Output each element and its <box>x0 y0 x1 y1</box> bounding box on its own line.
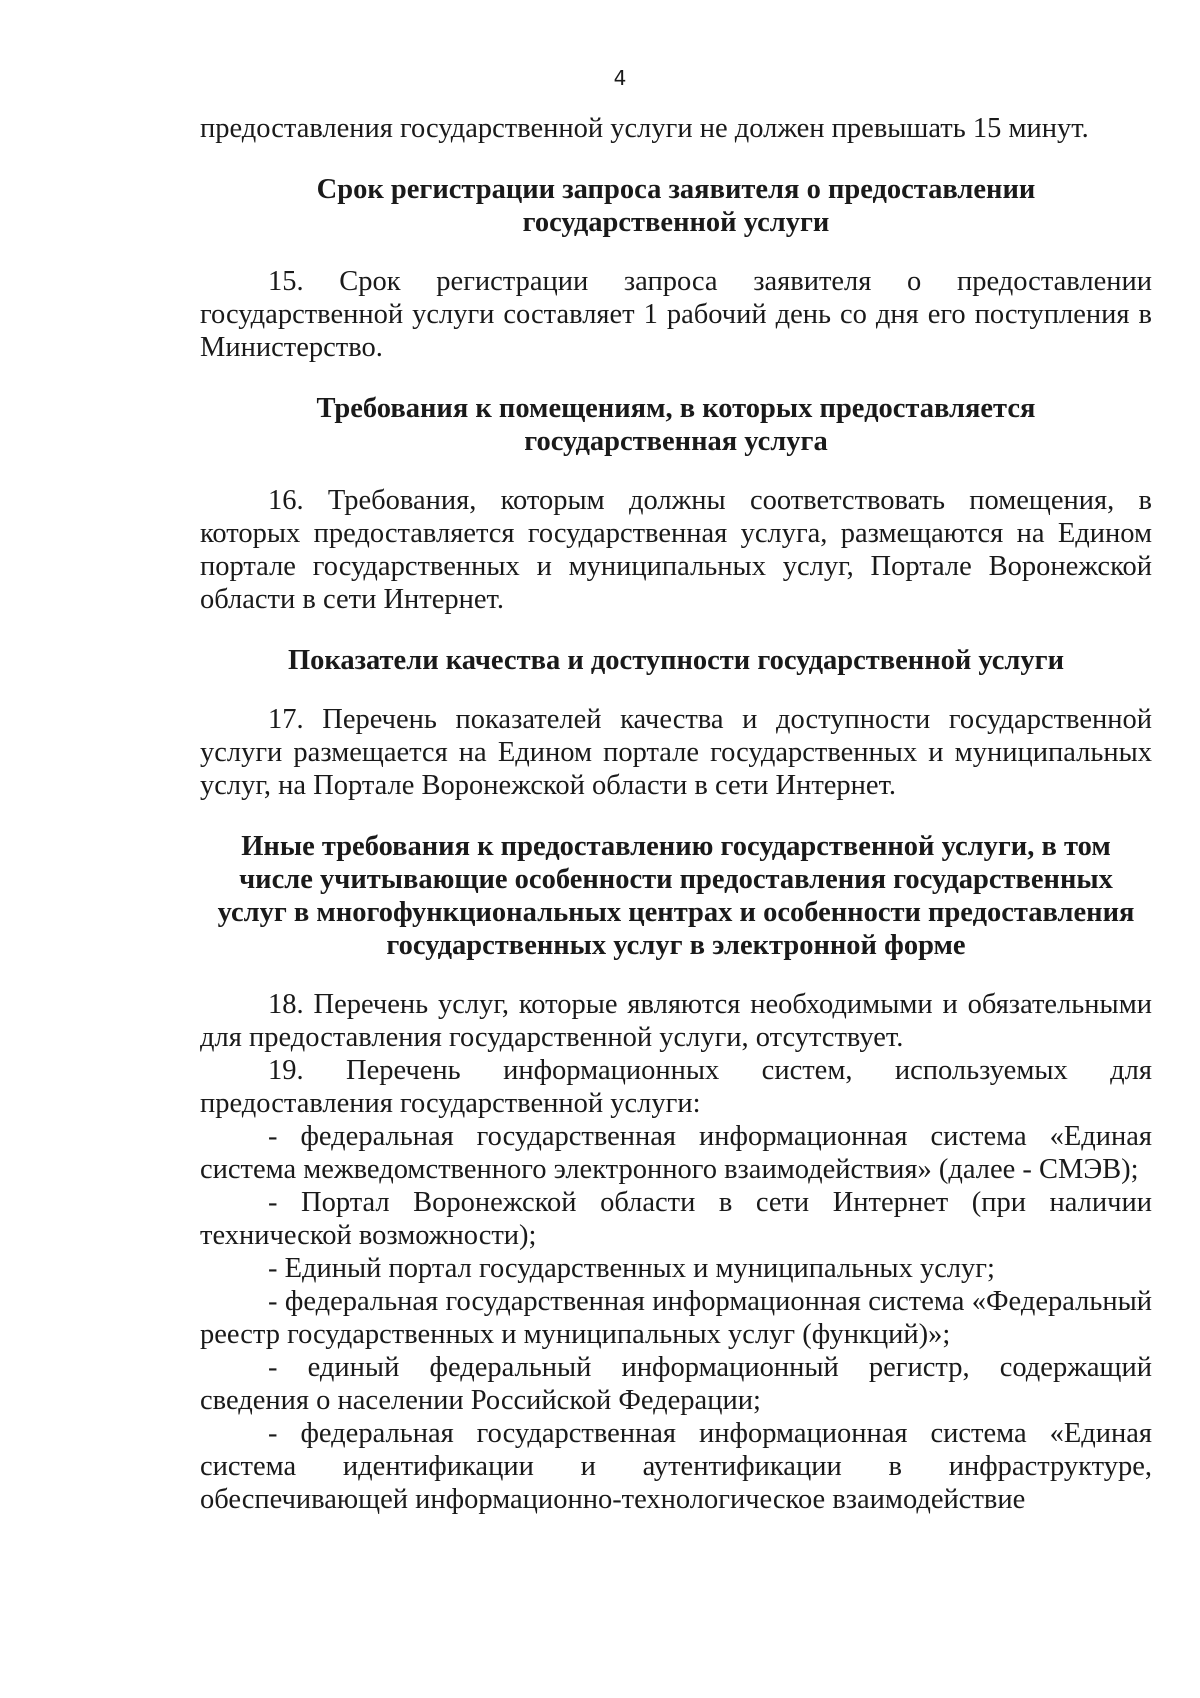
page-number: 4 <box>613 66 627 90</box>
list-item: - федеральная государственная информационная система «Единая система идентификации и аутентификации в инфраструктуре, обеспечивающей информационно-технологическое взаимодействие <box>200 1418 1152 1515</box>
intro-paragraph: предоставления государственной услуги не должен превышать 15 минут. <box>200 113 1089 144</box>
paragraph-18: 18. Перечень услуг, которые являются необходимыми и обязательными для предоставления государственной услуги, отсутствует. <box>200 989 1152 1053</box>
document-body <box>200 112 1152 1516</box>
paragraph-16: 16. Требования, которым должны соответствовать помещения, в которых предоставляется государственная услуга, размещаются на Едином портале государственных и муниципальных услуг, Портале Воронежской области в сети Интернет. <box>200 485 1152 615</box>
list-item: - Единый портал государственных и муниципальных услуг; <box>268 1253 995 1284</box>
paragraph-19: 19. Перечень информационных систем, используемых для предоставления государственной услуги: <box>200 1055 1152 1119</box>
paragraph-17: 17. Перечень показателей качества и доступности государственной услуги размещается на Едином портале государственных и муниципальных услуг, на Портале Воронежской области в сети Интернет. <box>200 704 1152 801</box>
list-item: - федеральная государственная информационная система «Федеральный реестр государственных и муниципальных услуг (функций)»; <box>200 1286 1152 1350</box>
heading-line: Срок регистрации запроса заявителя о предоставлении <box>316 174 1036 205</box>
heading-line: числе учитывающие особенности предоставления государственных <box>239 864 1113 895</box>
heading-line: Показатели качества и доступности государственной услуги <box>287 645 1065 676</box>
heading-other-requirements <box>200 830 1152 962</box>
heading-line: услуг в многофункциональных центрах и особенности предоставления <box>217 897 1135 928</box>
heading-line: государственная услуга <box>524 426 828 457</box>
list-item: - федеральная государственная информационная система «Единая система межведомственного электронного взаимодействия» (далее - СМЭВ); <box>200 1121 1152 1185</box>
heading-line: государственной услуги <box>522 207 830 238</box>
heading-request-registration <box>200 173 1152 239</box>
list-item: - Портал Воронежской области в сети Интернет (при наличии технической возможности); <box>200 1187 1152 1251</box>
heading-line: государственных услуг в электронной форме <box>386 930 966 961</box>
heading-line: Требования к помещениям, в которых предоставляется <box>316 393 1036 424</box>
heading-premises-requirements <box>200 392 1152 458</box>
heading-quality-indicators <box>200 644 1152 677</box>
heading-line: Иные требования к предоставлению государственной услуги, в том <box>241 831 1111 862</box>
paragraph-15: 15. Срок регистрации запроса заявителя о предоставлении государственной услуги составляет 1 рабочий день со дня его поступления в Министерство. <box>200 266 1152 363</box>
list-item: - единый федеральный информационный регистр, содержащий сведения о населении Российской Федерации; <box>200 1352 1152 1416</box>
